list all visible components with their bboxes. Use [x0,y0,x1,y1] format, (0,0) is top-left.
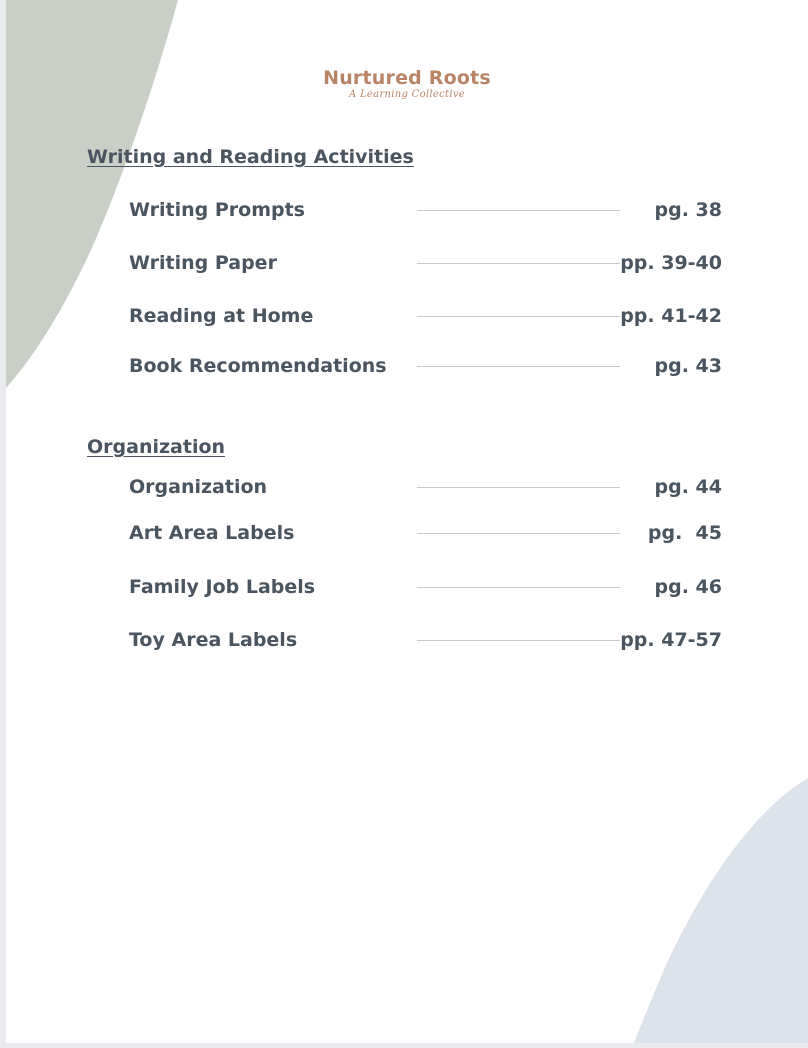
toc-entry[interactable] [6,473,808,501]
toc-entry-page: pp. 41-42 [620,305,722,327]
brand-logo [6,66,808,101]
leader-line [417,487,620,488]
toc-entry-page: pg. 43 [654,355,722,377]
toc-entry-title: Reading at Home [129,305,314,327]
leader-line [417,366,620,367]
toc-entry-page: pp. 39-40 [620,252,722,274]
toc-entry-page: pp. 47-57 [620,629,722,651]
leader-line [417,640,620,641]
toc-entry[interactable] [6,196,808,224]
section-heading-organization: Organization [87,436,226,458]
toc-entry[interactable] [6,626,808,654]
section-heading-writing-reading: Writing and Reading Activities [87,146,414,168]
blue-corner-blob [634,778,808,1043]
toc-entry-title: Family Job Labels [129,576,316,598]
brand-tagline: A Learning Collective [348,89,466,100]
leader-line [417,263,620,264]
leader-line [417,316,620,317]
toc-entry-title: Writing Paper [129,252,277,274]
toc-entry-page: pg. 38 [654,199,722,221]
toc-entry-title: Writing Prompts [129,199,305,221]
toc-entry[interactable] [6,573,808,601]
toc-entry[interactable] [6,302,808,330]
leader-line [417,533,620,534]
toc-entry-title: Art Area Labels [129,522,295,544]
toc-entry-title: Organization [129,476,268,498]
toc-entry[interactable] [6,352,808,380]
brand-name: Nurtured Roots [323,67,491,89]
document-page [6,0,808,1043]
leader-line [417,587,620,588]
leader-line [417,210,620,211]
toc-entry-page: pg. 46 [654,576,722,598]
toc-entry-title: Book Recommendations [129,355,387,377]
toc-entry-title: Toy Area Labels [129,629,298,651]
toc-entry[interactable] [6,519,808,547]
toc-entry-page: pg. 44 [654,476,722,498]
toc-entry-page: pg. 45 [647,522,722,544]
toc-entry[interactable] [6,249,808,277]
